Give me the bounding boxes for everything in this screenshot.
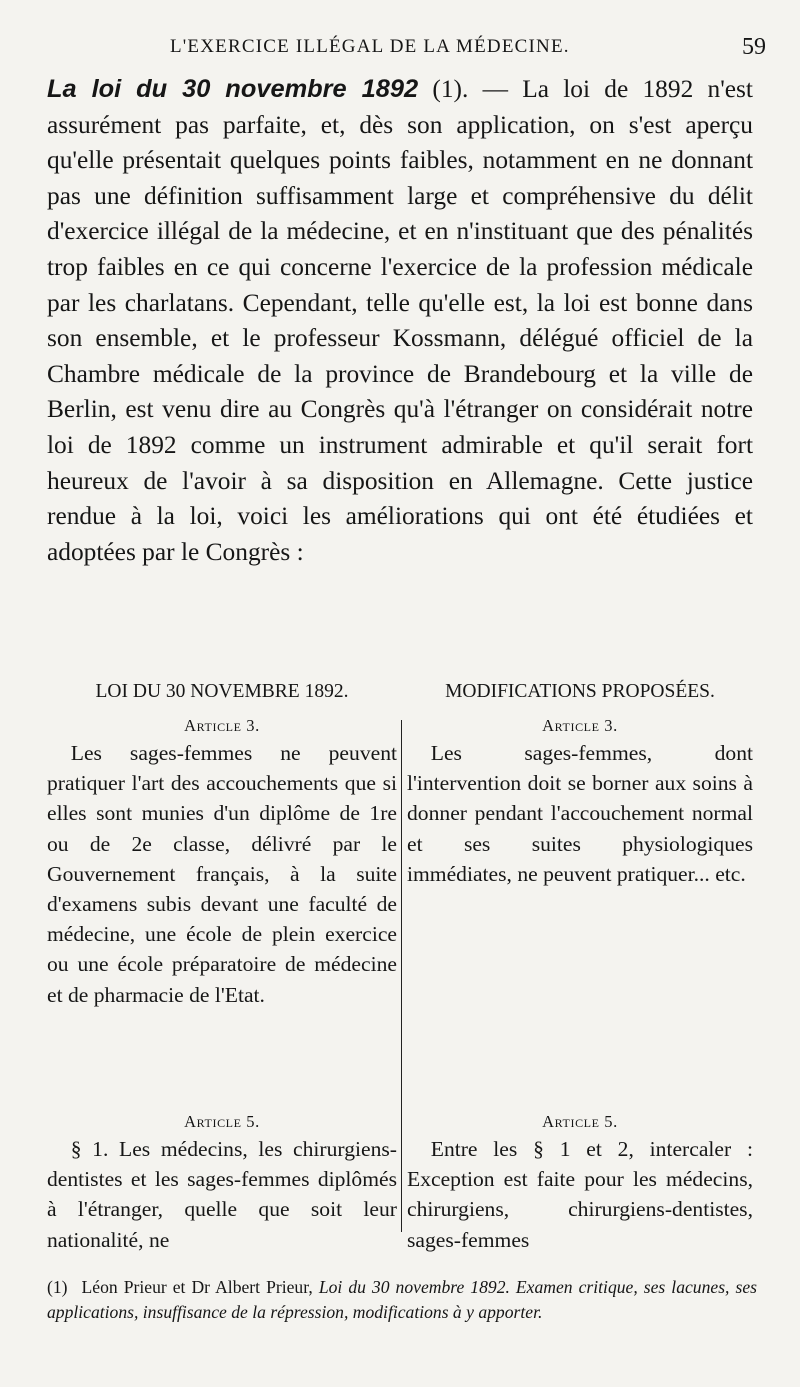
section-lead: La loi du 30 novembre 1892	[47, 75, 419, 103]
right-article3-text: Les sages-femmes, dont l'intervention doit se borner aux soins à donner pendant l'accouchement normal et ses suites physiologiques immédiates, ne peuvent pratiquer... etc.	[407, 741, 753, 886]
left-column	[47, 678, 397, 1252]
right-article5-text: Entre les § 1 et 2, intercaler : Exception est faite pour les médecins, chirurgiens, chirurgiens-dentistes, sages-femmes	[407, 1137, 753, 1252]
page-number: 59	[742, 34, 766, 60]
right-article3-head: Article 3.	[542, 716, 618, 735]
footnote-authors: Léon Prieur et Dr Albert Prieur,	[81, 1277, 313, 1297]
right-article5-head: Article 5.	[542, 1112, 618, 1131]
running-title: L'EXERCICE ILLÉGAL DE LA MÉDECINE.	[170, 36, 570, 57]
right-column	[407, 678, 753, 1252]
footnote-mark: (1)	[47, 1277, 68, 1297]
left-article5-text: § 1. Les médecins, les chirurgiens-dentistes et les sages-femmes diplômés à l'étranger, quelle que soit leur nationalité, ne	[47, 1137, 397, 1252]
footnote-reference: (1).	[432, 75, 469, 103]
intro-paragraph	[47, 72, 753, 570]
right-column-heading: MODIFICATIONS PROPOSÉES.	[445, 681, 715, 702]
column-divider	[401, 720, 402, 1232]
left-article3-text: Les sages-femmes ne peuvent pratiquer l'art des accouchements que si elles sont munies d'un diplôme de 1re ou de 2e classe, délivré par le Gouvernement français, à la suite d'examens subis devant une faculté de médecine, une école de plein exercice ou une école préparatoire de médecine et de pharmacie de l'Etat.	[47, 741, 397, 1007]
right-article5	[407, 1110, 753, 1255]
footnote-title: Loi du 30 novembre 1892. Examen critique, ses lacunes, ses applications, insuffisance de la répression, modifications à y apporter.	[47, 1277, 757, 1322]
footnote	[47, 1275, 757, 1325]
running-head	[0, 36, 800, 66]
comparison-columns	[47, 678, 753, 1258]
intro-text: — La loi de 1892 n'est assurément pas parfaite, et, dès son application, on s'est aperçu qu'elle présentait quelques points faibles, notamment en ne donnant pas une définition suffisamment large et compréhensive du délit d'exercice illégal de la médecine, et en n'instituant que des pénalités trop faibles en ce qui concerne l'exercice de la profession médicale par les charlatans. Cependant, telle qu'elle est, la loi est bonne dans son ensemble, et le professeur Kossmann, délégué officiel de la Chambre médicale de la province de Brandebourg et la ville de Berlin, est venu dire au Congrès qu'à l'étranger on considérait notre loi de 1892 comme un instrument admirable et qu'il serait fort heureux de l'avoir à sa disposition en Allemagne. Cette justice rendue à la loi, voici les améliorations qui ont été étudiées et adoptées par le Congrès :	[47, 75, 753, 566]
left-column-heading: LOI DU 30 NOVEMBRE 1892.	[95, 681, 349, 702]
left-article5	[47, 1110, 397, 1255]
left-article5-head: Article 5.	[184, 1112, 260, 1131]
left-article3-head: Article 3.	[184, 716, 260, 735]
